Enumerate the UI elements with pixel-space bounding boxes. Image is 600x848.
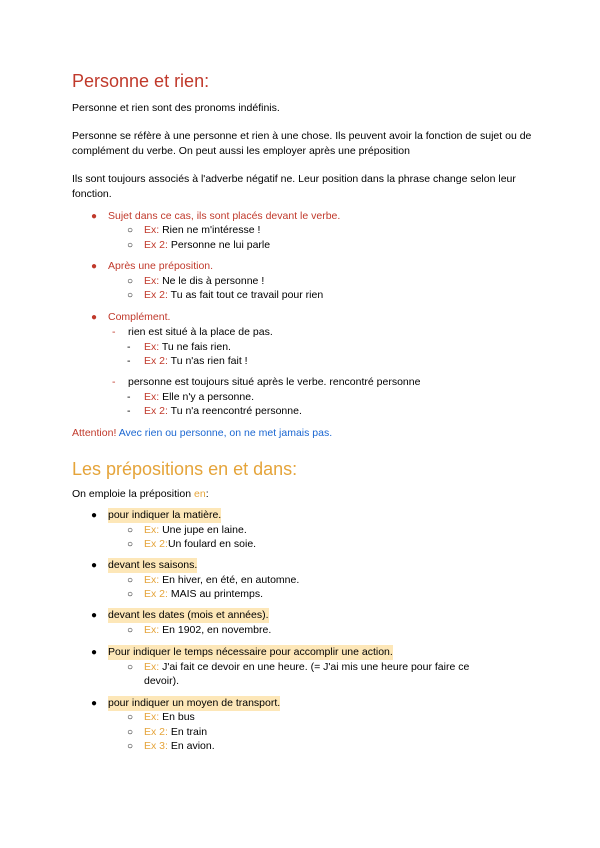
list-item-example: Ex: Elle n'y a personne. [144, 391, 254, 403]
sub-bullet-icon: ○ [127, 240, 134, 251]
sub-bullet-icon: ○ [127, 625, 134, 636]
dash-icon: - [127, 355, 131, 367]
list-item: Sujet dans ce cas, ils sont placés devant le verbe. [108, 210, 341, 222]
list-item-example: Ex 2: En train [144, 726, 208, 738]
section-title-personne-rien: Personne et rien: [72, 71, 210, 91]
bullet-icon: ● [91, 560, 98, 571]
list-item-example: Ex 2: Tu n'as rien fait ! [144, 355, 248, 367]
dash-icon: - [112, 376, 116, 388]
list-item-example-continuation: devoir). [144, 675, 180, 687]
sub-bullet-icon: ○ [127, 276, 134, 287]
list-item-example: Ex: En bus [144, 711, 195, 723]
bullet-icon: ● [91, 698, 98, 709]
bullet-icon: ● [91, 211, 98, 222]
list-item-example: Ex 3: En avion. [144, 740, 215, 752]
sub-bullet-icon: ○ [127, 727, 134, 738]
list-item-example: Ex 2: Tu n'a reencontré personne. [144, 405, 302, 417]
list-item-example: Ex: Une jupe en laine. [144, 524, 247, 536]
sub-bullet-icon: ○ [127, 290, 134, 301]
bullet-icon: ● [91, 261, 98, 272]
list-item-example: Ex: Rien ne m'intéresse ! [144, 224, 261, 236]
list-item-example: Ex 2: Tu as fait tout ce travail pour rien [144, 289, 324, 301]
attention-note: Attention! Avec rien ou personne, on ne met jamais pas. [72, 427, 333, 439]
list-item-example: Ex: J'ai fait ce devoir en une heure. (= J'ai mis une heure pour faire ce [144, 661, 470, 673]
list-item-example: Ex: Ne le dis à personne ! [144, 275, 265, 287]
list-item-sub: personne est toujours situé après le verbe. rencontré personne [128, 376, 421, 388]
bullet-icon: ● [91, 510, 98, 521]
list-item-example: Ex: En hiver, en été, en automne. [144, 574, 300, 586]
list-item-sub: rien est situé à la place de pas. [128, 326, 273, 338]
list-item: Complément. [108, 311, 171, 323]
list-item: pour indiquer un moyen de transport. [108, 697, 281, 709]
list-item-example: Ex: En 1902, en novembre. [144, 624, 272, 636]
dash-icon: - [127, 341, 131, 353]
list-item-example: Ex 2: MAIS au printemps. [144, 588, 264, 600]
list-item-example: Ex 2:Un foulard en soie. [144, 538, 257, 550]
bullet-icon: ● [91, 610, 98, 621]
list-item: Après une préposition. [108, 260, 214, 272]
list-item: pour indiquer la matière. [108, 509, 222, 521]
list-item: devant les saisons. [108, 559, 198, 571]
paragraph: Ils sont toujours associés à l'adverbe négatif ne. Leur position dans la phrase change selon leur fonction. [72, 173, 516, 200]
sub-bullet-icon: ○ [127, 525, 134, 536]
list-item-example: Ex: Tu ne fais rien. [144, 341, 231, 353]
sub-bullet-icon: ○ [127, 575, 134, 586]
sub-bullet-icon: ○ [127, 589, 134, 600]
list-item: Pour indiquer le temps nécessaire pour accomplir une action. [108, 646, 393, 658]
dash-icon: - [127, 391, 131, 403]
paragraph: On emploie la préposition en: [72, 488, 209, 500]
dash-icon: - [127, 405, 131, 417]
sub-bullet-icon: ○ [127, 662, 134, 673]
list-item-example: Ex 2: Personne ne lui parle [144, 239, 271, 251]
paragraph: Personne et rien sont des pronoms indéfinis. [72, 102, 280, 114]
sub-bullet-icon: ○ [127, 712, 134, 723]
sub-bullet-icon: ○ [127, 539, 134, 550]
bullet-icon: ● [91, 647, 98, 658]
sub-bullet-icon: ○ [127, 225, 134, 236]
dash-icon: - [112, 326, 116, 338]
bullet-icon: ● [91, 312, 98, 323]
list-item: devant les dates (mois et années). [108, 609, 269, 621]
section-title-prepositions: Les prépositions en et dans: [72, 459, 298, 479]
paragraph: Personne se réfère à une personne et rien à une chose. Ils peuvent avoir la fonction de sujet ou de complément du verbe. On peut aussi les employer après une préposition [72, 130, 532, 157]
sub-bullet-icon: ○ [127, 741, 134, 752]
